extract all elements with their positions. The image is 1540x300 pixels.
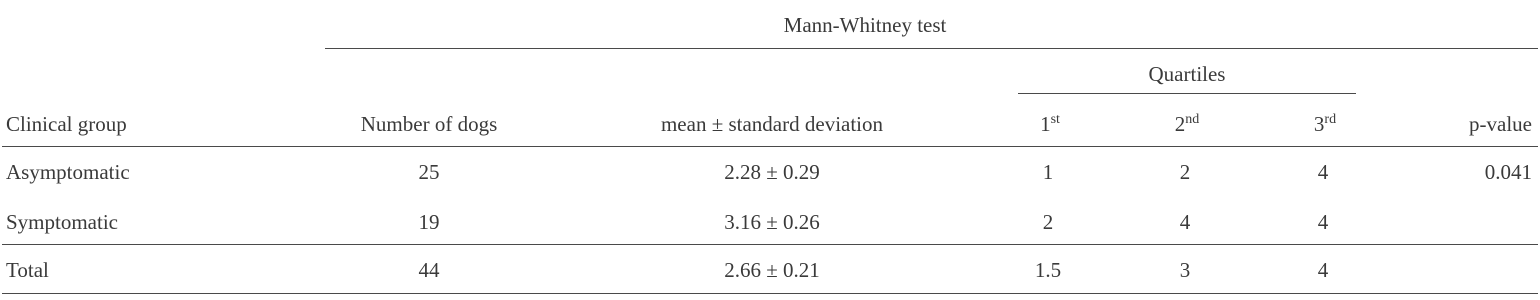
quartiles-header: Quartiles — [1148, 62, 1226, 86]
cell-q1: 1 — [1042, 160, 1054, 184]
caption-rule — [325, 48, 1538, 49]
table-caption: Mann-Whitney test — [783, 13, 947, 37]
cell-mean-sd: 3.16 ± 0.26 — [724, 210, 820, 234]
cell-q3: 4 — [1317, 160, 1329, 184]
cell-group: Total — [6, 258, 49, 282]
cell-q3: 4 — [1317, 258, 1329, 282]
cell-n: 44 — [418, 258, 440, 282]
cell-q3: 4 — [1317, 210, 1329, 234]
cell-q1: 1.5 — [1034, 258, 1062, 282]
header-rule — [2, 146, 1538, 147]
cell-q2: 4 — [1179, 210, 1191, 234]
cell-group: Symptomatic — [6, 210, 118, 234]
header-p-value: p-value — [1469, 112, 1532, 136]
cell-mean-sd: 2.66 ± 0.21 — [724, 258, 820, 282]
cell-n: 25 — [418, 160, 440, 184]
header-q2: 2nd — [1174, 112, 1200, 136]
cell-q2: 2 — [1179, 160, 1191, 184]
cell-q2: 3 — [1179, 258, 1191, 282]
cell-p-value: 0.041 — [1484, 160, 1532, 184]
header-clinical-group: Clinical group — [6, 112, 127, 136]
header-mean-sd: mean ± standard deviation — [660, 112, 884, 136]
cell-group: Asymptomatic — [6, 160, 130, 184]
header-q3: 3rd — [1313, 112, 1337, 136]
cell-n: 19 — [418, 210, 440, 234]
bottom-rule — [2, 293, 1538, 294]
header-q1: 1st — [1040, 112, 1060, 136]
quartiles-rule — [1018, 93, 1356, 94]
cell-mean-sd: 2.28 ± 0.29 — [724, 160, 820, 184]
total-rule — [2, 244, 1538, 245]
cell-q1: 2 — [1042, 210, 1054, 234]
header-number-of-dogs: Number of dogs — [360, 112, 498, 136]
